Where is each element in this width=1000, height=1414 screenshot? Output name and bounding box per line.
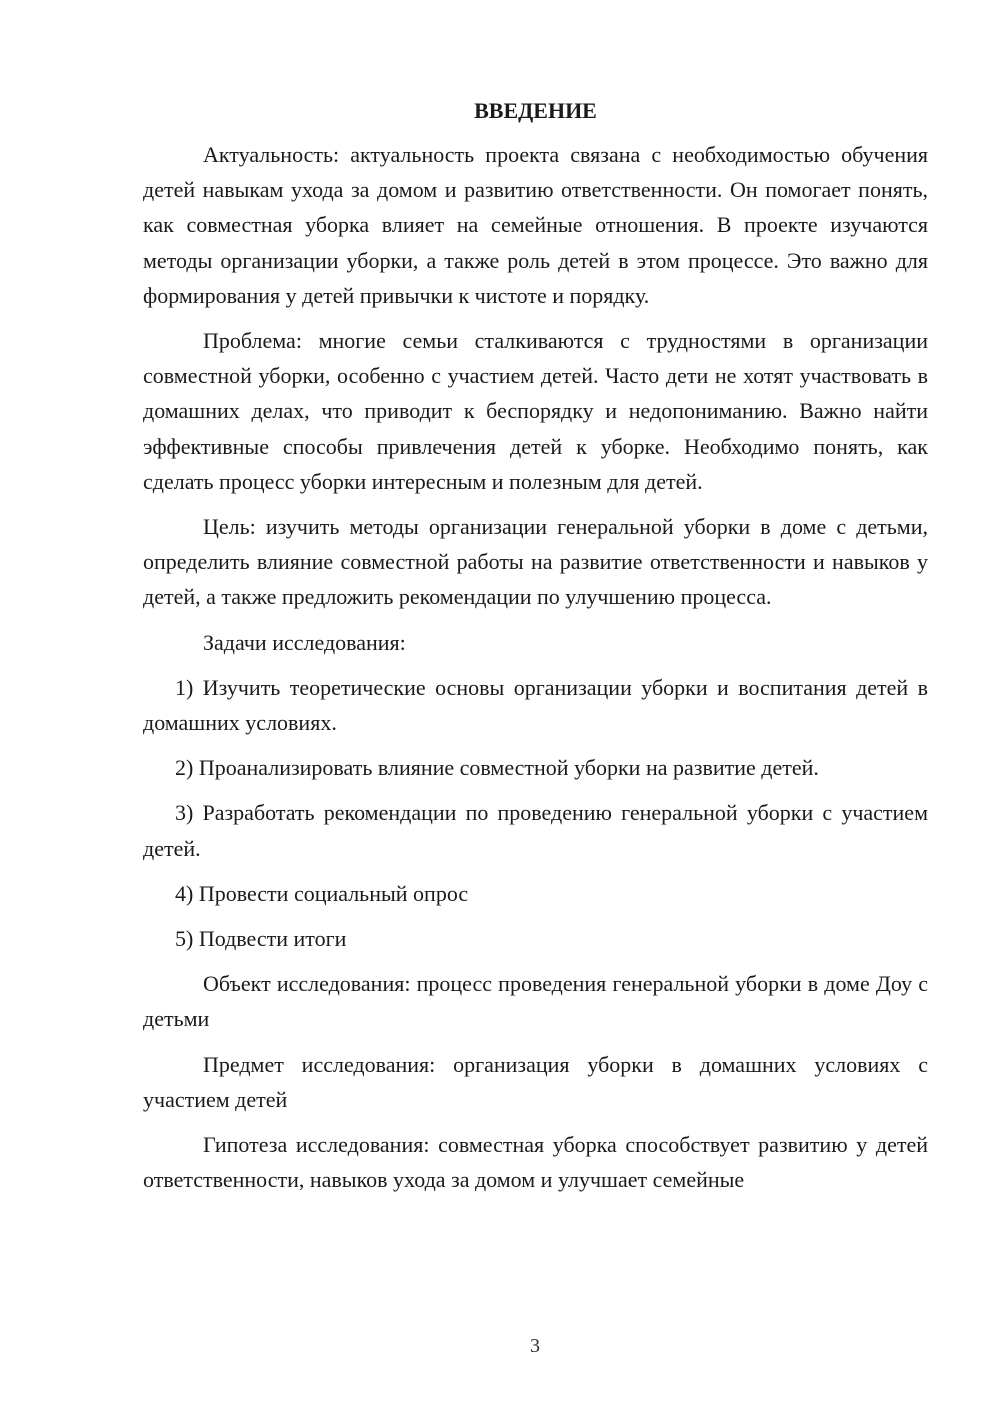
- section-heading: ВВЕДЕНИЕ: [474, 98, 597, 123]
- hypothesis-paragraph: Гипотеза исследования: совместная уборка способствует развитию у детей ответственности, навыков ухода за домом и улучшает семейные: [143, 1132, 928, 1193]
- task-item-3: 3) Разработать рекомендации по проведению генеральной уборки с участием детей.: [143, 800, 928, 861]
- tasks-heading: Задачи исследования:: [203, 629, 406, 655]
- problem-paragraph: Проблема: многие семьи сталкиваются с трудностями в организации совместной уборки, особенно с участием детей. Часто дети не хотят участвовать в домашних делах, что приводит к беспорядку и недопониманию. Важно найти эффективные способы привлечения детей к уборке. Необходимо понять, как сделать процесс уборки интересным и полезным для детей.: [143, 328, 928, 494]
- relevance-paragraph: Актуальность: актуальность проекта связана с необходимостью обучения детей навыкам ухода за домом и развитию ответственности. Он помогает понять, как совместная уборка влияет на семейные отношения. В проекте изучаются методы организации уборки, а также роль детей в этом процессе. Это важно для формирования у детей привычки к чистоте и порядку.: [143, 142, 928, 308]
- research-object-paragraph: Объект исследования: процесс проведения генеральной уборки в доме Доу с детьми: [143, 971, 928, 1032]
- task-item-1: 1) Изучить теоретические основы организации уборки и воспитания детей в домашних условиях.: [143, 674, 928, 736]
- page-content: [143, 95, 928, 1207]
- task-item-4: 4) Провести социальный опрос: [175, 880, 469, 906]
- research-subject-paragraph: Предмет исследования: организация уборки в домашних условиях с участием детей: [143, 1051, 928, 1112]
- goal-paragraph: Цель: изучить методы организации генеральной уборки в доме с детьми, определить влияние совместной работы на развитие ответственности и навыков у детей, а также предложить рекомендации по улучшению процесса.: [143, 514, 928, 610]
- task-item-2: 2) Проанализировать влияние совместной уборки на развитие детей.: [175, 755, 819, 781]
- task-item-5: 5) Подвести итоги: [175, 926, 347, 952]
- page-number: 3: [530, 1335, 540, 1357]
